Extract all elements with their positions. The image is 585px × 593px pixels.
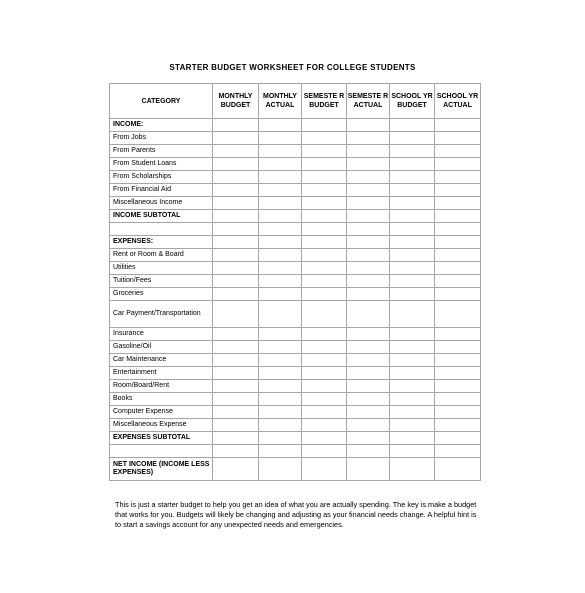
cell[interactable] (347, 354, 390, 367)
cell[interactable] (390, 184, 435, 197)
cell[interactable] (302, 367, 347, 380)
net-income-label: NET INCOME (INCOME LESS EXPENSES) (110, 458, 213, 481)
cell[interactable] (390, 406, 435, 419)
cell[interactable] (435, 210, 481, 223)
cell[interactable] (213, 301, 259, 328)
header-row (110, 84, 481, 119)
income-heading: INCOME: (110, 119, 213, 132)
col-header-semester-budget: SEMESTE R BUDGET (302, 84, 347, 119)
cell[interactable] (390, 236, 435, 249)
cell[interactable] (347, 432, 390, 445)
cell[interactable] (259, 419, 302, 432)
cell[interactable] (347, 223, 390, 236)
table-row (110, 249, 481, 262)
cell[interactable] (259, 380, 302, 393)
cell[interactable] (390, 445, 435, 458)
row-label: From Scholarships (110, 171, 213, 184)
table-row (110, 236, 481, 249)
cell[interactable] (259, 197, 302, 210)
cell[interactable] (302, 380, 347, 393)
table-row (110, 184, 481, 197)
cell[interactable] (435, 393, 481, 406)
cell[interactable] (213, 432, 259, 445)
cell[interactable] (347, 458, 390, 481)
cell[interactable] (302, 223, 347, 236)
cell[interactable] (390, 262, 435, 275)
cell[interactable] (390, 367, 435, 380)
row-label: Room/Board/Rent (110, 380, 213, 393)
cell[interactable] (213, 288, 259, 301)
cell[interactable] (435, 184, 481, 197)
cell[interactable] (213, 184, 259, 197)
cell[interactable] (213, 458, 259, 481)
cell[interactable] (302, 341, 347, 354)
table-row (110, 354, 481, 367)
cell[interactable] (302, 249, 347, 262)
cell[interactable] (259, 158, 302, 171)
cell[interactable] (435, 249, 481, 262)
row-label: From Student Loans (110, 158, 213, 171)
table-row (110, 341, 481, 354)
cell[interactable] (435, 419, 481, 432)
cell[interactable] (259, 406, 302, 419)
cell[interactable] (347, 328, 390, 341)
cell[interactable] (259, 328, 302, 341)
cell[interactable] (213, 249, 259, 262)
cell[interactable] (435, 354, 481, 367)
cell[interactable] (213, 262, 259, 275)
cell[interactable] (302, 354, 347, 367)
blank-row (110, 223, 481, 236)
cell[interactable] (213, 236, 259, 249)
cell[interactable] (259, 171, 302, 184)
cell[interactable] (435, 328, 481, 341)
cell[interactable] (390, 380, 435, 393)
cell[interactable] (213, 158, 259, 171)
cell[interactable] (390, 275, 435, 288)
cell[interactable] (347, 119, 390, 132)
cell[interactable] (435, 171, 481, 184)
cell[interactable] (302, 210, 347, 223)
cell[interactable] (213, 393, 259, 406)
cell[interactable] (347, 380, 390, 393)
table-row (110, 145, 481, 158)
cell[interactable] (302, 393, 347, 406)
cell[interactable] (435, 223, 481, 236)
cell[interactable] (302, 275, 347, 288)
col-header-school-yr-budget: SCHOOL YR BUDGET (390, 84, 435, 119)
cell[interactable] (259, 393, 302, 406)
cell[interactable] (435, 445, 481, 458)
cell[interactable] (390, 249, 435, 262)
cell[interactable] (259, 145, 302, 158)
table-row (110, 275, 481, 288)
col-header-semester-actual: SEMESTE R ACTUAL (347, 84, 390, 119)
cell[interactable] (390, 393, 435, 406)
cell[interactable] (259, 275, 302, 288)
row-label: From Financial Aid (110, 184, 213, 197)
col-header-category: CATEGORY (110, 84, 213, 119)
table-row (110, 367, 481, 380)
cell[interactable] (435, 432, 481, 445)
cell[interactable] (435, 301, 481, 328)
cell[interactable] (435, 145, 481, 158)
cell[interactable] (302, 184, 347, 197)
expenses-heading: EXPENSES: (110, 236, 213, 249)
cell[interactable] (435, 158, 481, 171)
cell[interactable] (213, 354, 259, 367)
table-row (110, 432, 481, 445)
cell[interactable] (435, 132, 481, 145)
row-label: From Parents (110, 145, 213, 158)
cell[interactable] (390, 341, 435, 354)
cell[interactable] (213, 445, 259, 458)
cell[interactable] (347, 184, 390, 197)
cell[interactable] (347, 158, 390, 171)
cell[interactable] (302, 445, 347, 458)
cell[interactable] (390, 119, 435, 132)
cell[interactable] (213, 223, 259, 236)
cell[interactable] (435, 367, 481, 380)
cell[interactable] (302, 158, 347, 171)
cell[interactable] (347, 210, 390, 223)
budget-note: This is just a starter budget to help you get an idea of what you are actually spending. The key is make a budget that works for you. Budgets will likely be changing and adjusting as your financial needs change. A helpful hint is to start a savings account for any unexpected needs and emergencies. (115, 500, 477, 529)
cell[interactable] (302, 236, 347, 249)
cell[interactable] (390, 354, 435, 367)
cell (110, 445, 213, 458)
table-row (110, 288, 481, 301)
cell[interactable] (390, 419, 435, 432)
cell[interactable] (347, 132, 390, 145)
cell[interactable] (213, 275, 259, 288)
cell[interactable] (259, 249, 302, 262)
cell[interactable] (259, 458, 302, 481)
cell[interactable] (259, 210, 302, 223)
cell[interactable] (435, 119, 481, 132)
table-row (110, 328, 481, 341)
cell[interactable] (259, 445, 302, 458)
row-label: Books (110, 393, 213, 406)
cell[interactable] (390, 432, 435, 445)
cell[interactable] (259, 236, 302, 249)
col-header-school-yr-actual: SCHOOL YR ACTUAL (435, 84, 481, 119)
cell (110, 223, 213, 236)
cell[interactable] (213, 132, 259, 145)
cell[interactable] (302, 406, 347, 419)
cell[interactable] (347, 197, 390, 210)
cell[interactable] (435, 341, 481, 354)
cell[interactable] (259, 262, 302, 275)
cell[interactable] (213, 341, 259, 354)
table-row (110, 380, 481, 393)
expenses-subtotal-label: EXPENSES SUBTOTAL (110, 432, 213, 445)
cell[interactable] (390, 197, 435, 210)
table-row (110, 262, 481, 275)
cell[interactable] (390, 328, 435, 341)
cell[interactable] (213, 210, 259, 223)
income-subtotal-label: INCOME SUBTOTAL (110, 210, 213, 223)
cell[interactable] (213, 328, 259, 341)
cell[interactable] (302, 197, 347, 210)
row-label: From Jobs (110, 132, 213, 145)
cell[interactable] (302, 145, 347, 158)
budget-table (109, 83, 481, 481)
cell[interactable] (259, 301, 302, 328)
row-label: Groceries (110, 288, 213, 301)
table-row (110, 301, 481, 328)
cell[interactable] (259, 184, 302, 197)
cell[interactable] (259, 432, 302, 445)
cell[interactable] (435, 275, 481, 288)
cell[interactable] (347, 262, 390, 275)
col-header-monthly-actual: MONTHLY ACTUAL (259, 84, 302, 119)
row-label: Miscellaneous Income (110, 197, 213, 210)
cell[interactable] (213, 380, 259, 393)
row-label: Gasoline/Oil (110, 341, 213, 354)
table-row (110, 406, 481, 419)
cell[interactable] (213, 145, 259, 158)
cell[interactable] (347, 406, 390, 419)
cell[interactable] (259, 119, 302, 132)
table-row (110, 197, 481, 210)
row-label: Car Payment/Transportation (110, 301, 213, 328)
cell[interactable] (302, 458, 347, 481)
cell[interactable] (302, 119, 347, 132)
cell[interactable] (435, 380, 481, 393)
cell[interactable] (259, 354, 302, 367)
cell[interactable] (302, 328, 347, 341)
cell[interactable] (435, 288, 481, 301)
cell[interactable] (347, 249, 390, 262)
cell[interactable] (347, 301, 390, 328)
cell[interactable] (302, 301, 347, 328)
row-label: Tuition/Fees (110, 275, 213, 288)
cell[interactable] (302, 171, 347, 184)
table-row (110, 171, 481, 184)
worksheet-title: STARTER BUDGET WORKSHEET FOR COLLEGE STUDENTS (169, 63, 416, 72)
cell[interactable] (435, 262, 481, 275)
table-row (110, 119, 481, 132)
cell[interactable] (302, 419, 347, 432)
cell[interactable] (347, 171, 390, 184)
cell[interactable] (390, 145, 435, 158)
cell[interactable] (213, 406, 259, 419)
cell[interactable] (213, 197, 259, 210)
cell[interactable] (213, 367, 259, 380)
cell[interactable] (390, 223, 435, 236)
cell[interactable] (213, 171, 259, 184)
cell[interactable] (347, 419, 390, 432)
row-label: Insurance (110, 328, 213, 341)
table-row (110, 458, 481, 481)
cell[interactable] (259, 288, 302, 301)
row-label: Entertainment (110, 367, 213, 380)
cell[interactable] (390, 132, 435, 145)
col-header-monthly-budget: MONTHLY BUDGET (213, 84, 259, 119)
cell[interactable] (390, 210, 435, 223)
cell[interactable] (259, 132, 302, 145)
cell[interactable] (390, 158, 435, 171)
cell[interactable] (302, 132, 347, 145)
table-row (110, 158, 481, 171)
cell[interactable] (390, 458, 435, 481)
cell[interactable] (213, 419, 259, 432)
cell[interactable] (390, 288, 435, 301)
cell[interactable] (347, 275, 390, 288)
cell[interactable] (259, 223, 302, 236)
row-label: Computer Expense (110, 406, 213, 419)
cell[interactable] (213, 119, 259, 132)
cell[interactable] (347, 445, 390, 458)
row-label: Utilities (110, 262, 213, 275)
cell[interactable] (347, 145, 390, 158)
cell[interactable] (435, 406, 481, 419)
row-label: Miscellaneous Expense (110, 419, 213, 432)
cell[interactable] (347, 341, 390, 354)
cell[interactable] (390, 171, 435, 184)
row-label: Car Maintenance (110, 354, 213, 367)
cell[interactable] (347, 236, 390, 249)
cell[interactable] (347, 288, 390, 301)
blank-row (110, 445, 481, 458)
cell[interactable] (259, 341, 302, 354)
cell[interactable] (302, 288, 347, 301)
cell[interactable] (302, 432, 347, 445)
row-label: Rent or Room & Board (110, 249, 213, 262)
table-row (110, 132, 481, 145)
cell[interactable] (259, 367, 302, 380)
cell[interactable] (347, 393, 390, 406)
table-row (110, 393, 481, 406)
cell[interactable] (302, 262, 347, 275)
cell[interactable] (390, 301, 435, 328)
cell[interactable] (347, 367, 390, 380)
cell[interactable] (435, 236, 481, 249)
cell[interactable] (435, 197, 481, 210)
table-row (110, 419, 481, 432)
cell[interactable] (435, 458, 481, 481)
table-row (110, 210, 481, 223)
